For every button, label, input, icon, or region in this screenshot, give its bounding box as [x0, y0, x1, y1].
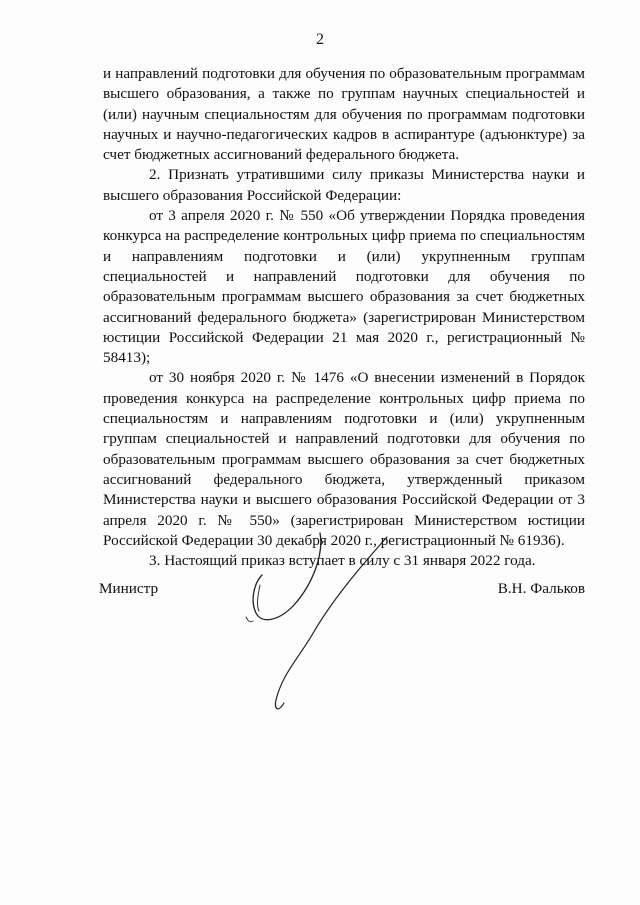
paragraph-item-3: 3. Настоящий приказ вступает в силу с 31 января 2022 года. [149, 552, 536, 570]
paragraph-item-2: 2. Признать утратившими силу приказы Министерства науки и высшего образования Российской Федерации: [103, 166, 585, 204]
paragraph-order-550: от 3 апреля 2020 г. № 550 «Об утверждении Порядка проведения конкурса на распределение контрольных цифр приема по специальностям и направлениям подготовки и (или) укрупненным группам специальностей и направлений подготовки для обучения по образовательным программам высшего образования за счет бюджетных ассигнований федерального бюджета» (зарегистрирован Министерством юстиции Российской Федерации 21 мая 2020 г., регистрационный № 58413); [103, 207, 585, 367]
document-body [103, 64, 585, 571]
signer-name: В.Н. Фальков [497, 580, 585, 597]
page-number: 2 [316, 31, 324, 48]
paragraph-continuation: и направлений подготовки для обучения по образовательным программам высшего образования, а также по группам научных специальностей и (или) научным специальностям для обучения по программам подготовки научных и научно-педагогических кадров в аспирантуре (адъюнктуре) за счет бюджетных ассигнований федерального бюджета. [103, 65, 585, 164]
handwritten-signature [232, 525, 402, 715]
paragraph-order-1476: от 30 ноября 2020 г. № 1476 «О внесении изменений в Порядок проведения конкурса на распределение контрольных цифр приема по специальностям и направлениям подготовки и (или) укрупненным группам специальностей и направлений подготовки для обучения по образовательным программам высшего образования за счет бюджетных ассигнований федерального бюджета, утвержденный приказом Министерства науки и высшего образования Российской Федерации от 3 апреля 2020 г. № 550» (зарегистрирован Министерством юстиции Российской Федерации 30 декабря 2020 г., регистрационный № 61936). [103, 369, 585, 549]
signer-position: Министр [99, 580, 159, 597]
